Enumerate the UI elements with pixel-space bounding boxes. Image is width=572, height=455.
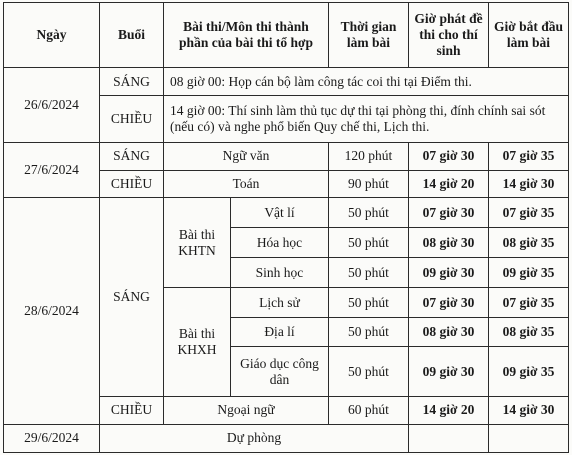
- date-cell: 28/6/2024: [4, 198, 100, 425]
- distribute-time-cell: 07 giờ 30: [409, 288, 489, 318]
- session-cell: SÁNG: [100, 198, 164, 397]
- start-time-cell: 07 giờ 35: [489, 288, 569, 318]
- header-buoi: Buổi: [100, 3, 164, 68]
- exam-schedule-table: [3, 2, 569, 453]
- duration-cell: 50 phút: [329, 318, 409, 347]
- subject-cell: Sinh học: [231, 258, 329, 288]
- start-time-cell: 07 giờ 35: [489, 142, 569, 170]
- header-thoi-gian: Thời gian làm bài: [329, 3, 409, 68]
- distribute-time-cell: 14 giờ 20: [409, 397, 489, 425]
- subject-cell: Toán: [164, 170, 329, 198]
- header-bai-thi: Bài thi/Môn thi thành phần của bài thi tổ hợp: [164, 3, 329, 68]
- date-cell: 27/6/2024: [4, 142, 100, 198]
- subject-cell: Giáo dục công dân: [231, 347, 329, 397]
- header-gio-bat-dau: Giờ bắt đầu làm bài: [489, 3, 569, 68]
- distribute-time-cell: 08 giờ 30: [409, 318, 489, 347]
- start-time-cell: 07 giờ 35: [489, 198, 569, 228]
- note-cell: Dự phòng: [100, 425, 409, 453]
- distribute-time-cell: 14 giờ 20: [409, 170, 489, 198]
- subject-cell: Vật lí: [231, 198, 329, 228]
- duration-cell: 50 phút: [329, 228, 409, 258]
- note-cell: 14 giờ 00: Thí sinh làm thủ tục dự thi tại phòng thi, đính chính sai sót (nếu có) và nghe phổ biến Quy chế thi, Lịch thi.: [164, 96, 569, 143]
- distribute-time-cell: 07 giờ 30: [409, 142, 489, 170]
- duration-cell: 120 phút: [329, 142, 409, 170]
- header-ngay: Ngày: [4, 3, 100, 68]
- subject-cell: Lịch sử: [231, 288, 329, 318]
- subject-cell: Hóa học: [231, 228, 329, 258]
- session-cell: SÁNG: [100, 68, 164, 96]
- header-gio-phat: Giờ phát đề thi cho thí sinh: [409, 3, 489, 68]
- empty-cell: [409, 425, 489, 453]
- subject-cell: Ngữ văn: [164, 142, 329, 170]
- distribute-time-cell: 09 giờ 30: [409, 347, 489, 397]
- table-row: [4, 68, 569, 96]
- distribute-time-cell: 07 giờ 30: [409, 198, 489, 228]
- table-row: [4, 142, 569, 170]
- duration-cell: 60 phút: [329, 397, 409, 425]
- start-time-cell: 14 giờ 30: [489, 170, 569, 198]
- group-cell-khtn: Bài thi KHTN: [164, 198, 231, 288]
- table-row: [4, 198, 569, 228]
- duration-cell: 50 phút: [329, 198, 409, 228]
- date-cell: 26/6/2024: [4, 68, 100, 142]
- duration-cell: 50 phút: [329, 347, 409, 397]
- distribute-time-cell: 09 giờ 30: [409, 258, 489, 288]
- start-time-cell: 08 giờ 35: [489, 318, 569, 347]
- date-cell: 29/6/2024: [4, 425, 100, 453]
- table-row: [4, 425, 569, 453]
- duration-cell: 50 phút: [329, 258, 409, 288]
- start-time-cell: 09 giờ 35: [489, 258, 569, 288]
- empty-cell: [489, 425, 569, 453]
- session-cell: CHIỀU: [100, 96, 164, 143]
- session-cell: SÁNG: [100, 142, 164, 170]
- session-cell: CHIỀU: [100, 170, 164, 198]
- duration-cell: 90 phút: [329, 170, 409, 198]
- header-row: [4, 3, 569, 68]
- duration-cell: 50 phút: [329, 288, 409, 318]
- subject-cell: Địa lí: [231, 318, 329, 347]
- session-cell: CHIỀU: [100, 397, 164, 425]
- distribute-time-cell: 08 giờ 30: [409, 228, 489, 258]
- group-cell-khxh: Bài thi KHXH: [164, 288, 231, 397]
- start-time-cell: 09 giờ 35: [489, 347, 569, 397]
- start-time-cell: 14 giờ 30: [489, 397, 569, 425]
- note-cell: 08 giờ 00: Họp cán bộ làm công tác coi thi tại Điểm thi.: [164, 68, 569, 96]
- start-time-cell: 08 giờ 35: [489, 228, 569, 258]
- subject-cell: Ngoại ngữ: [164, 397, 329, 425]
